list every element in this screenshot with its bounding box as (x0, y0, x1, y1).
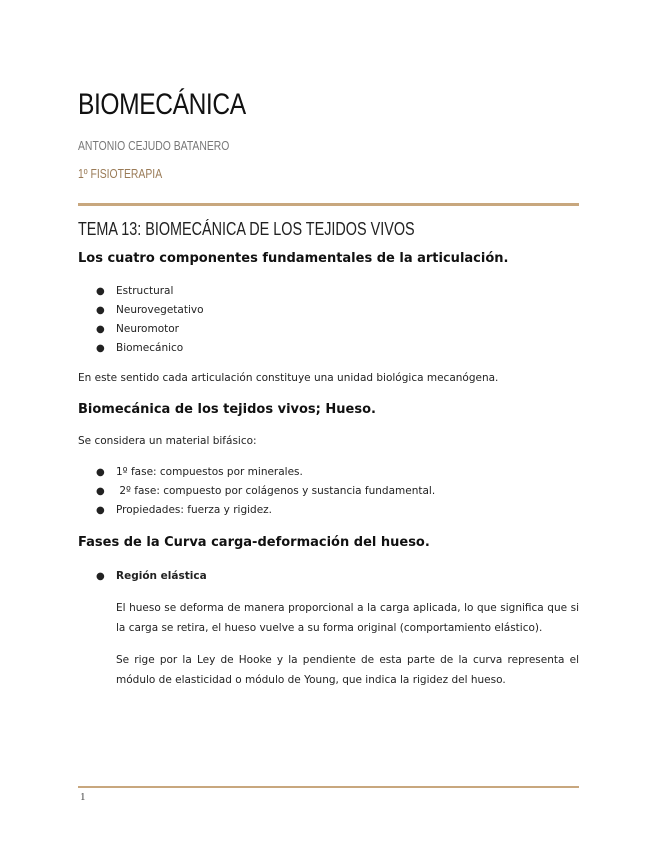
bullet-icon: ● (96, 286, 105, 297)
author-name: ANTONIO CEJUDO BATANERO (78, 138, 230, 153)
header-divider (78, 203, 579, 206)
components-list (78, 282, 204, 358)
topic-heading: TEMA 13: BIOMECÁNICA DE LOS TEJIDOS VIVOS (78, 219, 415, 239)
footer-divider (78, 786, 579, 788)
elastic-region-paragraph-2: Se rige por la Ley de Hooke y la pendiente de esta parte de la curva representa el módulo de elasticidad o módulo de Young, que indica la rigidez del hueso. (116, 654, 579, 686)
course-name: 1º FISIOTERAPIA (78, 166, 163, 181)
curve-phases-list (78, 567, 207, 586)
bullet-icon: ● (96, 571, 105, 582)
list-item: ● Propiedades: fuerza y rigidez. (78, 501, 435, 520)
list-item: ● Región elástica (78, 567, 207, 586)
bone-intro: Se considera un material bifásico: (78, 435, 257, 447)
section-heading-curve: Fases de la Curva carga-deformación del hueso. (78, 535, 430, 550)
list-item: ● 2º fase: compuesto por colágenos y sustancia fundamental. (78, 482, 435, 501)
bullet-icon: ● (96, 305, 105, 316)
list-item: ● Estructural (78, 282, 204, 301)
bullet-icon: ● (96, 324, 105, 335)
section-heading-components: Los cuatro componentes fundamentales de la articulación. (78, 251, 509, 266)
bullet-icon: ● (96, 505, 105, 516)
page-number: 1 (80, 791, 86, 803)
list-item: ● Neuromotor (78, 320, 204, 339)
elastic-region-paragraph-1: El hueso se deforma de manera proporcional a la carga aplicada, lo que significa que si la carga se retira, el hueso vuelve a su forma original (comportamiento elástico). (116, 602, 579, 634)
list-item: ● 1º fase: compuestos por minerales. (78, 463, 435, 482)
components-text: En este sentido cada articulación constituye una unidad biológica mecanógena. (78, 372, 499, 384)
section-heading-bone: Biomecánica de los tejidos vivos; Hueso. (78, 402, 376, 417)
bullet-icon: ● (96, 486, 105, 497)
bullet-icon: ● (96, 343, 105, 354)
bone-phases-list (78, 463, 435, 520)
document-title: BIOMECÁNICA (78, 88, 246, 121)
bullet-icon: ● (96, 467, 105, 478)
list-item: ● Biomecánico (78, 339, 204, 358)
list-item: ● Neurovegetativo (78, 301, 204, 320)
document-page (78, 0, 579, 848)
